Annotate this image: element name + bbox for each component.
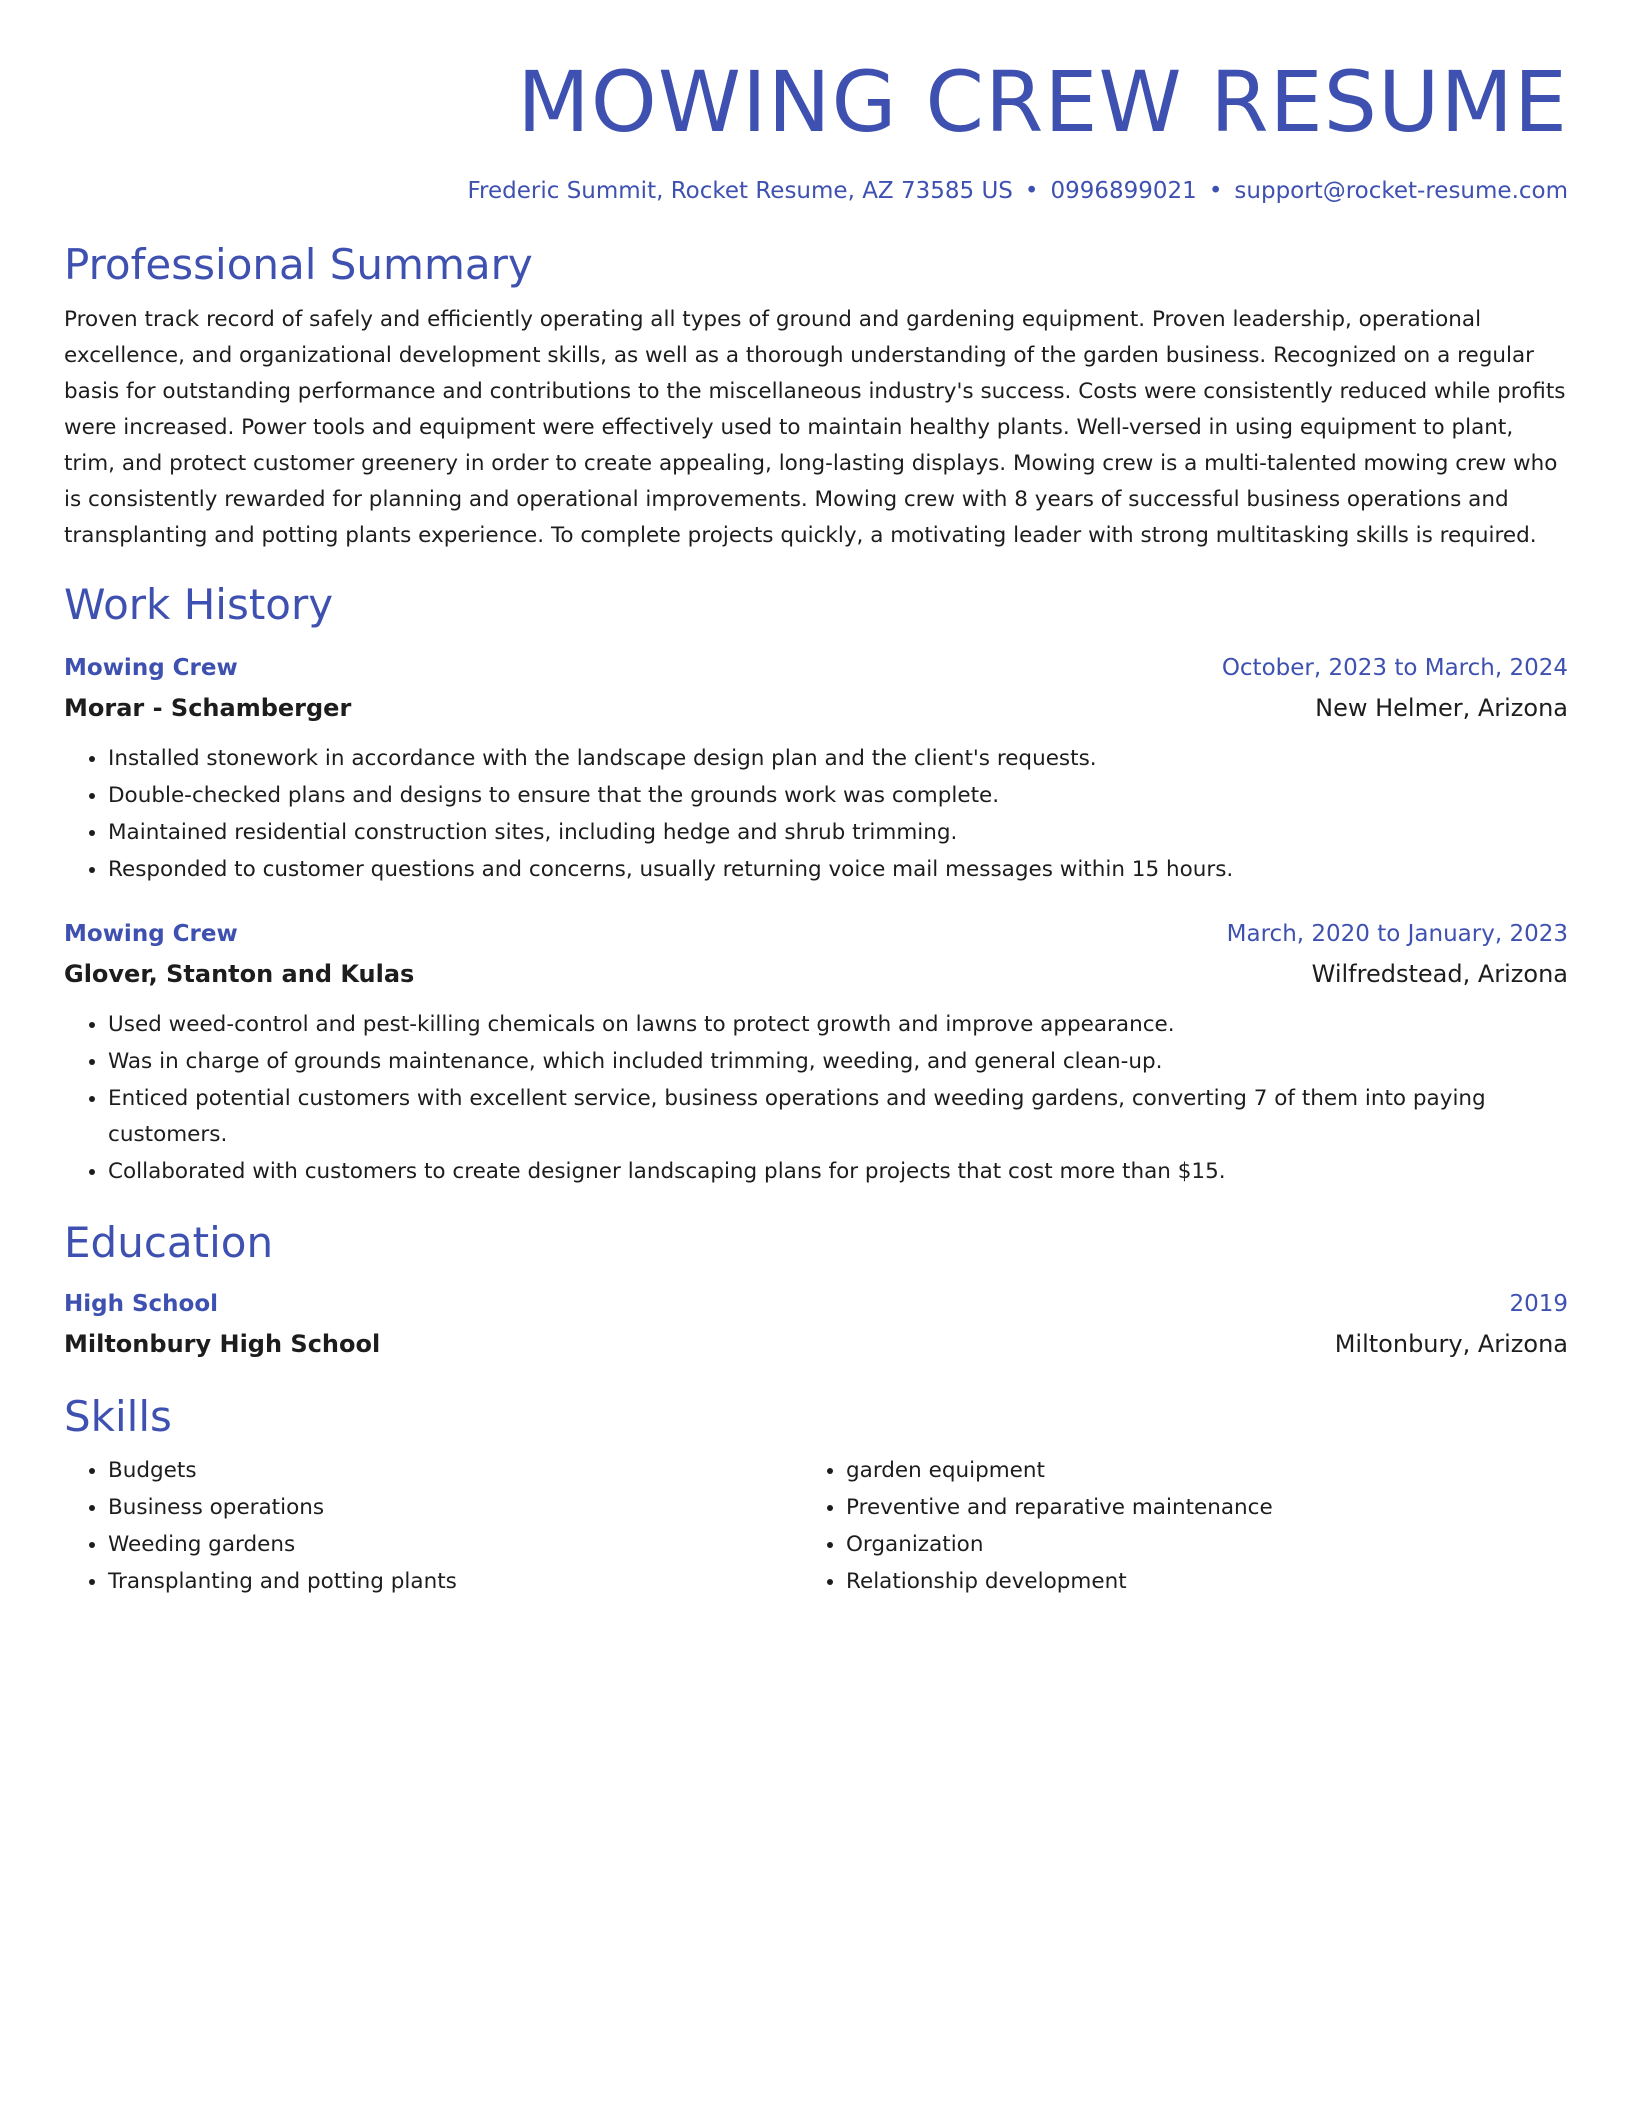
resume-header — [64, 52, 1568, 208]
list-item: • Maintained residential construction sites, including hedge and shrub trimming. — [108, 814, 1568, 851]
list-item: • Used weed-control and pest-killing chemicals on lawns to protect growth and improve appearance. — [108, 1006, 1568, 1043]
job-company-row — [64, 954, 1568, 994]
skills-columns — [64, 1452, 1568, 1600]
education-degree: High School — [64, 1291, 219, 1317]
education-section — [64, 1216, 1568, 1364]
job-company: Morar - Schamberger — [64, 694, 352, 722]
education-school: Miltonbury High School — [64, 1330, 381, 1358]
section-title-skills: Skills — [64, 1392, 172, 1441]
contact-address: Frederic Summit, Rocket Resume, AZ 73585 US — [467, 178, 1013, 204]
job-header-row — [64, 914, 1568, 954]
job-bullets — [64, 740, 1568, 888]
professional-summary-section — [64, 238, 1568, 554]
skills-section — [64, 1390, 1568, 1600]
job-bullets — [64, 1006, 1568, 1190]
job-company-row — [64, 688, 1568, 728]
contact-phone[interactable]: 0996899021 — [1050, 178, 1197, 204]
job-dates: March, 2020 to January, 2023 — [1226, 921, 1568, 947]
work-history-section — [64, 578, 1568, 1190]
list-item: • Collaborated with customers to create designer landscaping plans for projects that cost more than $15. — [108, 1153, 1568, 1190]
job-company: Glover, Stanton and Kulas — [64, 960, 415, 988]
skill-item: • Weeding gardens — [108, 1526, 802, 1563]
list-item: • Was in charge of grounds maintenance, which included trimming, weeding, and general clean-up. — [108, 1043, 1568, 1080]
skills-list-right — [802, 1452, 1540, 1600]
job-role: Mowing Crew — [64, 655, 238, 681]
resume-name: MOWING CREW RESUME — [517, 53, 1568, 151]
list-item: • Installed stonework in accordance with the landscape design plan and the client's requests. — [108, 740, 1568, 777]
education-school-row — [64, 1324, 1568, 1364]
contact-separator: • — [1208, 178, 1223, 204]
contact-line — [64, 174, 1568, 208]
section-title-education: Education — [64, 1218, 274, 1267]
education-location: Miltonbury, Arizona — [1334, 1330, 1568, 1358]
job-entry — [64, 648, 1568, 888]
job-location: New Helmer, Arizona — [1315, 694, 1568, 722]
list-item: • Enticed potential customers with excellent service, business operations and weeding gardens, converting 7 of them into paying customers. — [108, 1080, 1568, 1153]
skills-list-left — [64, 1452, 802, 1600]
job-entry — [64, 914, 1568, 1190]
education-header-row — [64, 1284, 1568, 1324]
skill-item: • garden equipment — [846, 1452, 1540, 1489]
skill-item: • Organization — [846, 1526, 1540, 1563]
skill-item: • Preventive and reparative maintenance — [846, 1489, 1540, 1526]
list-item: • Double-checked plans and designs to ensure that the grounds work was complete. — [108, 777, 1568, 814]
job-role: Mowing Crew — [64, 921, 238, 947]
contact-email[interactable]: support@rocket-resume.com — [1234, 178, 1568, 204]
list-item: • Responded to customer questions and concerns, usually returning voice mail messages within 15 hours. — [108, 851, 1568, 888]
job-dates: October, 2023 to March, 2024 — [1221, 655, 1568, 681]
education-year: 2019 — [1509, 1291, 1568, 1317]
section-title-work: Work History — [64, 580, 334, 629]
section-title-summary: Professional Summary — [64, 240, 533, 289]
education-entry — [64, 1284, 1568, 1364]
skill-item: • Transplanting and potting plants — [108, 1563, 802, 1600]
skill-item: • Budgets — [108, 1452, 802, 1489]
summary-text: Proven track record of safely and efficiently operating all types of ground and gardening equipment. Proven leadership, operational excellence, and organizational development skills, as well as a thorough understanding of the garden business. Recognized on a regular basis for outstanding performance and contributions to the miscellaneous industry's success. Costs were consistently reduced while profits were increased. Power tools and equipment were effectively used to maintain healthy plants. Well-versed in using equipment to plant, trim, and protect customer greenery in order to create appealing, long-lasting displays. Mowing crew is a multi-talented mowing crew who is consistently rewarded for planning and operational improvements. Mowing crew with 8 years of successful business operations and transplanting and potting plants experience. To complete projects quickly, a motivating leader with strong multitasking skills is required. — [64, 307, 1566, 548]
job-location: Wilfredstead, Arizona — [1311, 960, 1568, 988]
job-header-row — [64, 648, 1568, 688]
skill-item: • Relationship development — [846, 1563, 1540, 1600]
contact-separator: • — [1024, 178, 1039, 204]
skill-item: • Business operations — [108, 1489, 802, 1526]
